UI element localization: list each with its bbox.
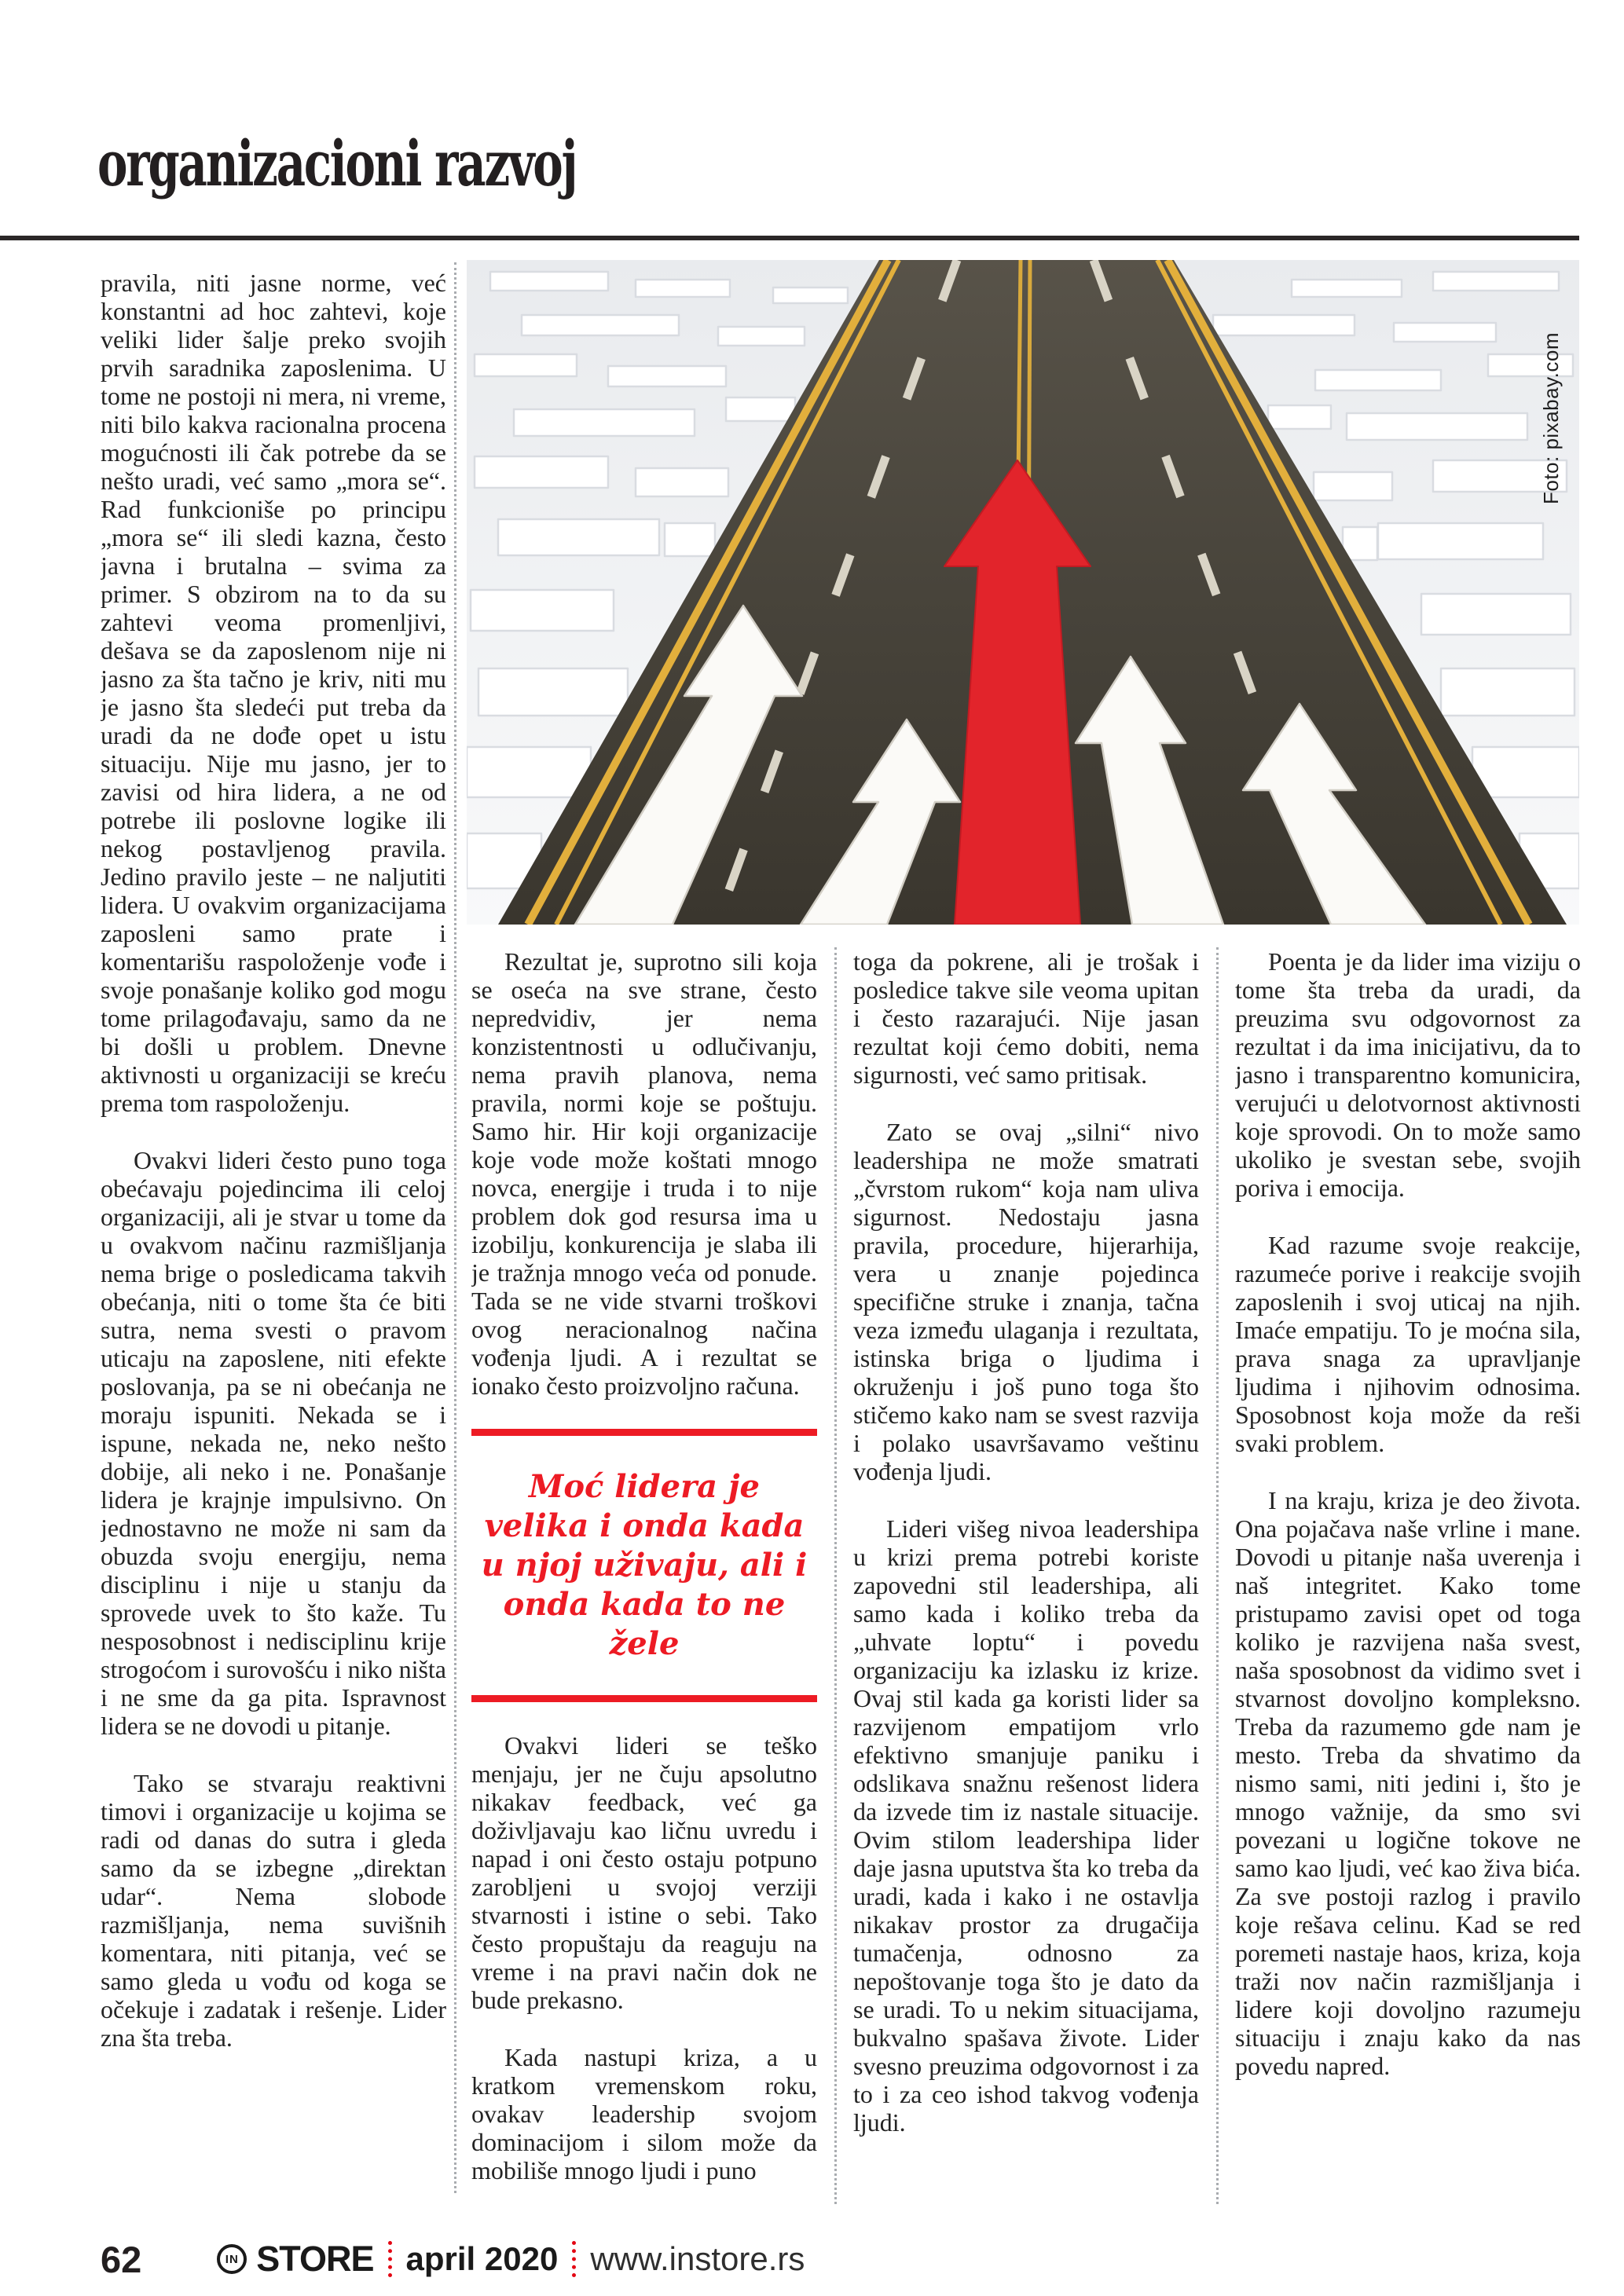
brand-name: STORE: [256, 2239, 374, 2279]
paragraph: pravila, niti jasne norme, već konstantni ad hoc zahtevi, koje veliki lider šalje preko svojih prvih saradnika zaposlenima. U tome ne postoji ni mera, ni vreme, niti bilo kakva racionalna procena mogućnosti ili čak potrebe da se nešto uradi, već samo „mora se“. Rad funkcioniše po principu „mora se“ ili sledi kazna, često javna i brutalna – svima za primer. S obzirom na to da su zahtevi veoma promenljivi, dešava se da zaposlenom nije ni jasno za šta tačno je kriv, niti mu je jasno šta sledeći put treba da uradi da ne dođe opet u istu situaciju. Nije mu jasno, jer to zavisi od hira lidera, a ne od potrebe ili poslovne logike ili nekog postavljenog pravila. Jedino pravilo jeste – ne naljutiti lidera. U ovakvim organizacijama zaposleni samo prate i komentarišu raspoloženje vođe i svoje ponašanje koliko god mogu tome prilagođavaju, samo da ne bi došli u problem. Dnevne aktivnosti u organizaciji se kreću prema tom raspoloženju.: [101, 269, 446, 1117]
paragraph: Zato se ovaj „silni“ nivo leadershipa ne može smatrati „čvrstom rukom“ koja nam uliva sigurnost. Nedostaju jasna pravila, procedure, hijerarhija, vera u znanje pojedinca specifične struke i znanja, tačna veza između ulaganja i rezultata, istinska briga o ljudima i okruženju i još puno toga što stičemo kako nam se svest razvija i polako usavršavamo veštinu vođenja ljudi.: [853, 1118, 1199, 1485]
paragraph: Rezultat je, suprotno sili koja se oseća na sve strane, često nepredvidiv, jer nema konzistentnosti u odlučivanju, nema pravih planova, nema pravila, normi koje se poštuju. Samo hir. Hir koji organizacije koje vode može koštati mnogo novca, energije i truda i to nije problem dok god resursa ima u izobilju, konkurencija je slaba ili je tražnja mnogo veća od ponude. Tada se ne vide stvarni troškovi ovog neracionalnog načina vođenja ljudi. A i rezultat se ionako često proizvoljno računa.: [471, 947, 817, 1400]
paragraph: Kada nastupi kriza, a u kratkom vremenskom roku, ovakav leadership svojom dominacijom i silom može da mobiliše mnogo ljudi i puno: [471, 2043, 817, 2184]
paragraph: Ovakvi lideri često puno toga obećavaju pojedincima ili celoj organizaciji, ali je stvar u tome da u ovakvom načinu razmišljanja nema brige o posledicama takvih obećanja, niti o tome šta će biti sutra, nema svesti o pravom uticaju na zaposlene, niti efekte poslovanja, pa se ni obećanja ne moraju ispuniti. Nekada se i ispune, nekada ne, neko nešto dobije, ali neko i ne. Ponašanje lidera je krajnje impulsivno. On jednostavno ne može ni sam da obuzda svoju energiju, nema disciplinu i nije u stanju da sprovede uvek to što kaže. Tu nesposobnost i nedisciplinu krije strogoćom i surovošću i niko ništa i ne sme da ga pita. Ispravnost lidera se ne dovodi u pitanje.: [101, 1146, 446, 1740]
text-column-2: [471, 947, 817, 2210]
article-image: [467, 260, 1579, 925]
paragraph: Tako se stvaraju reaktivni timovi i organizacije u kojima se radi od danas do sutra i gleda samo da se izbegne „direktan udar“. Nema slobode razmišljanja, nema suvišnih komentara, niti pitanja, već se samo gleda u vođu od koga se očekuje i zadatak i rešenje. Lider zna šta treba.: [101, 1769, 446, 2052]
text-column-4: [1235, 947, 1581, 2210]
text-column-3: [853, 947, 1199, 2214]
website-url: www.instore.rs: [590, 2240, 805, 2277]
magazine-brand: [217, 2239, 805, 2280]
photo-credit: Foto: pixabay.com: [1539, 332, 1563, 505]
dot-separator-icon: [388, 2241, 392, 2277]
pull-quote: [471, 1429, 817, 1702]
issue-date: april 2020: [405, 2240, 559, 2277]
text-column-1: [101, 269, 446, 2196]
paragraph: Ovakvi lideri se teško menjaju, jer ne čuju apsolutno nikakav feedback, već ga doživljavaju kao ličnu uvredu i napad i oni često ostaju potpuno zarobljeni u svojoj verziji stvarnosti i istine o sebi. Tako često propuštaju da reaguju na vreme i na pravi način dok ne bude prekasno.: [471, 1731, 817, 2014]
paragraph: Kad razume svoje reakcije, razumeće porive i reakcije svojih zaposlenih i svoj uticaj na njih. Imaće empatiju. To je moćna sila, prava snaga za upravljanje ljudima i njihovim odnosima. Sposobnost koja može da reši svaki problem.: [1235, 1231, 1581, 1457]
page-footer: [101, 2236, 1579, 2283]
paragraph: Lideri višeg nivoa leadershipa u krizi prema potrebi koriste zapovedni stil leadershipa, ali samo kada i koliko treba da „uhvate loptu“ i povedu organizaciju ka izlasku iz krize. Ovaj stil kada ga koristi lider sa razvijenom empatijom vrlo efektivno smanjuje paniku i odslikava snažnu rešenost lidera da izvede tim iz nastale situacije. Ovim stilom leadershipa lider daje jasna uputstva šta ko treba da uradi, kada i kako i ne ostavlja nikakav prostor za drugačija tumačenja, odnosno za nepoštovanje toga što je dato da se uradi. To u nekim situacijama, bukvalno spašava živote. Lider svesno preuzima odgovornost i za to i za ceo ishod takvog vođenja ljudi.: [853, 1514, 1199, 2137]
paragraph: toga da pokrene, ali je trošak i posledice takve sile veoma upitan i često razarajući. Nije jasan rezultat koji ćemo dobiti, nema sigurnosti, već samo pritisak.: [853, 947, 1199, 1089]
pull-quote-text: Moć lidera je velika i onda kada u njoj uživaju, ali i onda kada to ne žele: [481, 1468, 808, 1662]
paragraph: Poenta je da lider ima viziju o tome šta treba da uradi, da preuzima svu odgovornost za rezultat i da ima inicijativu, da to jasno i transparentno komunicira, verujući u delotvornost aktivnosti koje sprovodi. On to može samo ukoliko je svestan sebe, svojih poriva i emocija.: [1235, 947, 1581, 1202]
dot-separator-icon: [572, 2241, 576, 2277]
page-title: organizacioni razvoj: [97, 126, 577, 200]
column-divider: [834, 947, 837, 2204]
column-divider: [1216, 947, 1219, 2204]
instore-logo-monogram: IN: [225, 2252, 239, 2266]
header-rule: [0, 236, 1579, 240]
column-divider: [454, 262, 456, 2193]
instore-logo-icon: [217, 2244, 247, 2274]
paragraph: I na kraju, kriza je deo života. Ona pojačava naše vrline i mane. Dovodi u pitanje naša uverenja i naš integritet. Kako tome pristupamo zavisi opet od toga koliko je razvijena naša svest, naša sposobnost da vidimo svet i stvarnost dovoljno kompleksno. Treba da razumemo gde nam je mesto. Treba da shvatimo da nismo sami, niti jedini i, što je mnogo važnije, da smo svi povezani u logične tokove ne samo kao ljudi, već kao živa bića. Za sve postoji razlog i pravilo koje rešava celinu. Kad se red poremeti nastaje haos, kriza, koja traži nov način razmišljanja i lidere koji dovoljno razumeju situaciju i znaju kako da nas povedu napred.: [1235, 1486, 1581, 2080]
maze-road-arrows-illustration: [467, 260, 1579, 925]
page-number: 62: [101, 2238, 142, 2280]
